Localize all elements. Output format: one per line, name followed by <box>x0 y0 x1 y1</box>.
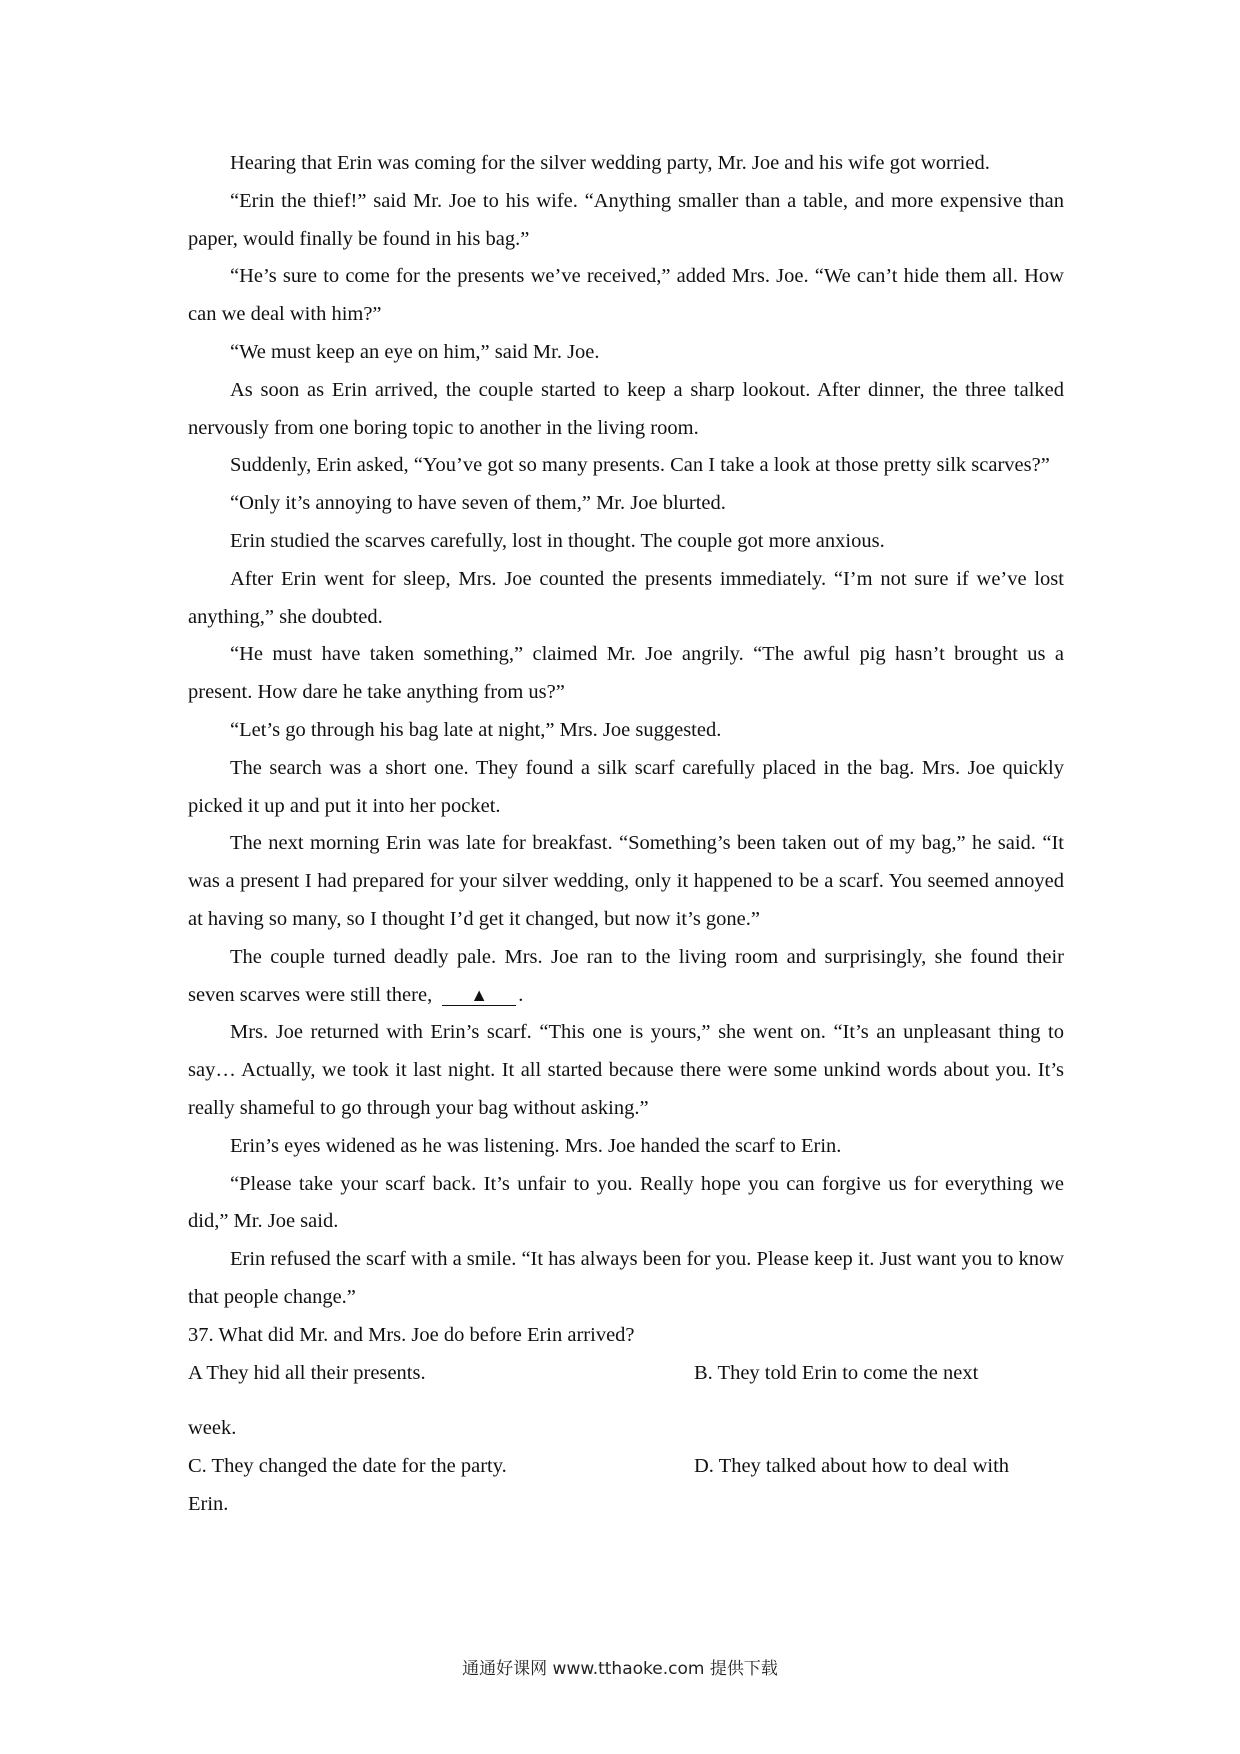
paragraph-15: Mrs. Joe returned with Erin’s scarf. “This one is yours,” she went on. “It’s an unpleasant thing to say… Actually, we took it last night. It all started because there were some unkind words about you. It’s really shameful to go through your bag without asking.” <box>188 1021 1064 1119</box>
paragraph-13: The next morning Erin was late for breakfast. “Something’s been taken out of my bag,” he said. “It was a present I had prepared for your silver wedding, only it happened to be a scarf. You seemed annoyed at having so many, so I thought I’d get it changed, but now it’s gone.” <box>188 832 1064 930</box>
paragraph-18: Erin refused the scarf with a smile. “It has always been for you. Please keep it. Just want you to know that people change.” <box>188 1248 1065 1308</box>
paragraph-7: “Only it’s annoying to have seven of them,” Mr. Joe blurted. <box>230 492 726 515</box>
option-c: C. They changed the date for the party. <box>188 1455 507 1478</box>
paragraph-5: As soon as Erin arrived, the couple started to keep a sharp lookout. After dinner, the three talked nervously from one boring topic to another in the living room. <box>188 378 1064 439</box>
paragraph-11: “Let’s go through his bag late at night,” Mrs. Joe suggested. <box>230 718 722 741</box>
paragraph-12: The search was a short one. They found a silk scarf carefully placed in the bag. Mrs. Joe quickly picked it up and put it into her pocket. <box>188 756 1064 817</box>
paragraph-2: “Erin the thief!” said Mr. Joe to his wife. “Anything smaller than a table, and more expensive than paper, would finally be found in his bag.” <box>188 189 1064 250</box>
reading-passage <box>188 145 1064 1524</box>
paragraph-4: “We must keep an eye on him,” said Mr. Joe. <box>230 340 600 363</box>
option-b-wrap: week. <box>188 1417 237 1440</box>
triangle-icon: ▲ <box>470 984 489 1005</box>
page-footer: 通通好课网 www.tthaoke.com 提供下载 <box>462 1659 778 1679</box>
paragraph-1: Hearing that Erin was coming for the silver wedding party, Mr. Joe and his wife got worried. <box>230 152 990 174</box>
paragraph-blank <box>188 939 1064 1015</box>
options-row-2 <box>188 1448 1064 1486</box>
option-d-wrap: Erin. <box>188 1492 229 1515</box>
paragraph-8: Erin studied the scarves carefully, lost in thought. The couple got more anxious. <box>230 529 885 552</box>
paragraph-10: “He must have taken something,” claimed Mr. Joe angrily. “The awful pig hasn’t brought us a present. How dare he take anything from us?” <box>188 643 1064 704</box>
option-d: D. They talked about how to deal with <box>694 1455 1010 1478</box>
blank-sentence-after: . <box>518 983 524 1006</box>
blank-sentence-before: The couple turned deadly pale. Mrs. Joe ran to the living room and surprisingly, she found their seven scarves were still there, <box>188 945 1064 1006</box>
option-a: A They hid all their presents. <box>188 1361 426 1384</box>
options-row-1 <box>188 1355 1064 1393</box>
paragraph-17: “Please take your scarf back. It’s unfair to you. Really hope you can forgive us for everything we did,” Mr. Joe said. <box>188 1172 1064 1233</box>
paragraph-16: Erin’s eyes widened as he was listening. Mrs. Joe handed the scarf to Erin. <box>230 1134 842 1157</box>
answer-blank <box>442 985 516 1006</box>
paragraph-9: After Erin went for sleep, Mrs. Joe counted the presents immediately. “I’m not sure if we’ve lost anything,” she doubted. <box>188 567 1064 628</box>
question-stem: 37. What did Mr. and Mrs. Joe do before Erin arrived? <box>188 1323 635 1346</box>
paragraph-6: Suddenly, Erin asked, “You’ve got so many presents. Can I take a look at those pretty silk scarves?” <box>230 454 1050 477</box>
paragraph-3: “He’s sure to come for the presents we’ve received,” added Mrs. Joe. “We can’t hide them all. How can we deal with him?” <box>188 265 1064 326</box>
option-b: B. They told Erin to come the next <box>694 1361 979 1384</box>
